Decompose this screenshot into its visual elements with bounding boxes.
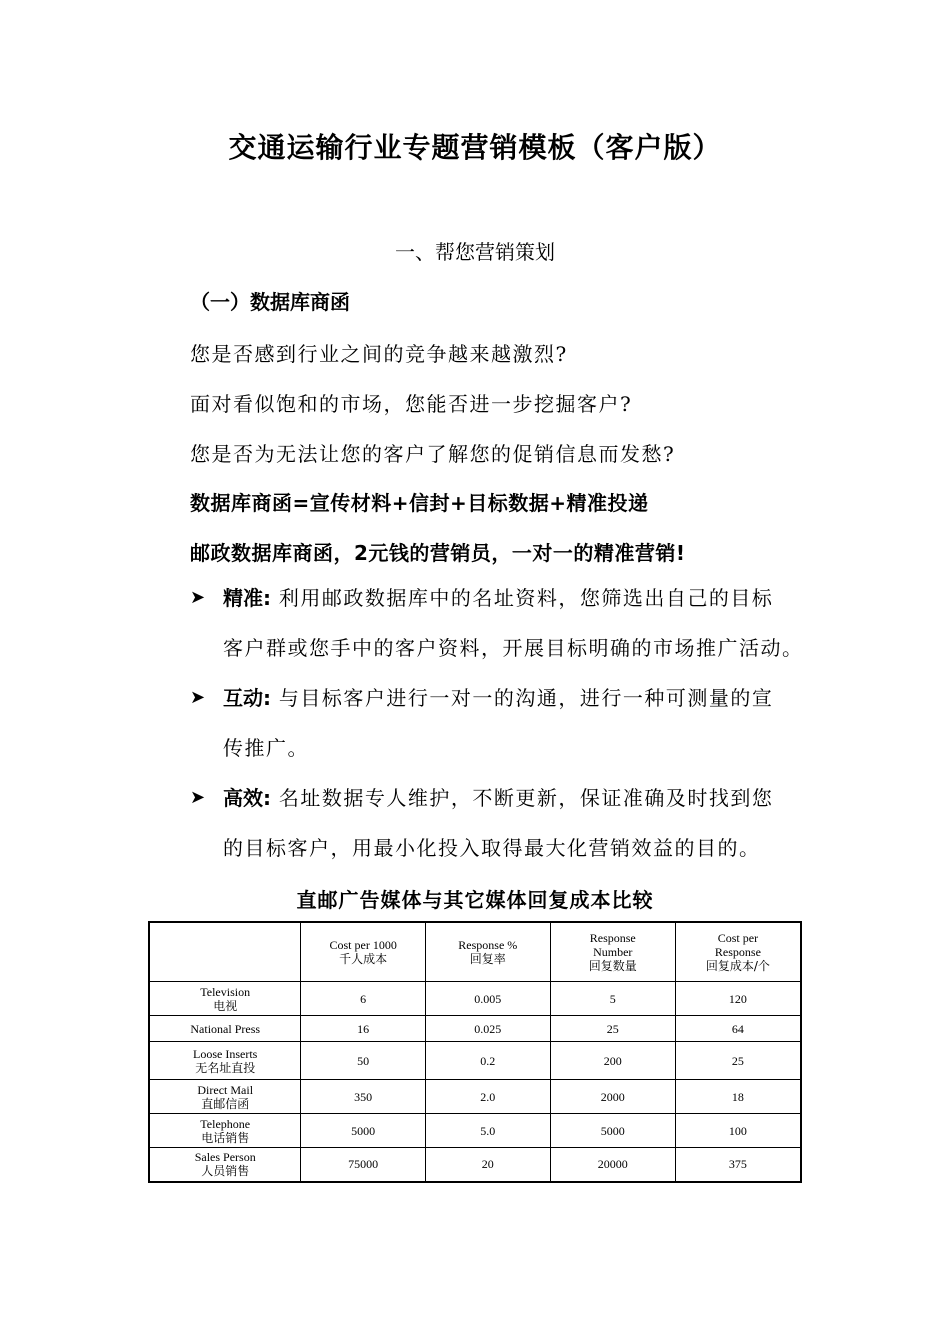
bullet-text xyxy=(223,573,830,673)
subsection-heading: （一）数据库商函 xyxy=(190,290,350,314)
table-cell: 18 xyxy=(675,1080,801,1114)
slogan-text: 邮政数据库商函，2元钱的营销员，一对一的精准营销! xyxy=(190,541,686,565)
table-cell: 20 xyxy=(425,1148,550,1182)
table-cell: 0.005 xyxy=(425,982,550,1016)
header-zh: 回复率 xyxy=(469,952,506,966)
table-header-cell xyxy=(425,922,550,982)
table-cell: 2.0 xyxy=(425,1080,550,1114)
arrow-bullet-icon: ➤ xyxy=(190,587,206,608)
row-label-en: Direct Mail xyxy=(197,1082,254,1097)
table-row xyxy=(149,1016,801,1042)
table-cell: 5.0 xyxy=(425,1114,550,1148)
header-en: Cost per Response xyxy=(714,931,761,959)
table-cell: 25 xyxy=(675,1042,801,1080)
table-cell: 100 xyxy=(675,1114,801,1148)
table-cell: 120 xyxy=(675,982,801,1016)
table-cell: 200 xyxy=(550,1042,675,1080)
table-cell: 350 xyxy=(301,1080,426,1114)
table-cell: 2000 xyxy=(550,1080,675,1114)
table-cell: 375 xyxy=(675,1148,801,1182)
table-cell: 50 xyxy=(301,1042,426,1080)
table-header-corner xyxy=(149,922,301,982)
table-cell: 25 xyxy=(550,1016,675,1042)
table-caption: 直邮广告媒体与其它媒体回复成本比较 xyxy=(296,888,654,912)
row-label-zh: 人员销售 xyxy=(201,1164,250,1179)
row-label-zh: 直邮信函 xyxy=(201,1096,250,1111)
table-cell: 16 xyxy=(301,1016,426,1042)
table-row xyxy=(149,982,801,1016)
table-header-cell xyxy=(301,922,426,982)
table-cell: 6 xyxy=(301,982,426,1016)
bullet-text xyxy=(223,773,830,873)
table-row xyxy=(149,1042,801,1080)
paragraph-question-2: 面对看似饱和的市场，您能否进一步挖掘客户? xyxy=(190,392,633,416)
header-zh: 回复成本/个 xyxy=(705,959,770,973)
table-row xyxy=(149,1080,801,1114)
table-cell: 5000 xyxy=(550,1114,675,1148)
arrow-bullet-icon: ➤ xyxy=(190,687,206,708)
row-label xyxy=(149,1016,301,1042)
bullet-body: 名址数据专人维护，不断更新，保证准确及时找到您 的目标客户，用最小化投入取得最大化营销效益的目的。 xyxy=(223,786,774,860)
row-label-en: Loose Inserts xyxy=(193,1046,258,1061)
bullet-item xyxy=(190,573,830,673)
paragraph-question-1: 您是否感到行业之间的竞争越来越激烈? xyxy=(190,342,568,366)
row-label-en: National Press xyxy=(190,1021,261,1036)
table-cell: 5 xyxy=(550,982,675,1016)
table-header-row xyxy=(149,922,801,982)
paragraph-question-3: 您是否为无法让您的客户了解您的促销信息而发愁? xyxy=(190,442,676,466)
section-heading: 一、帮您营销策划 xyxy=(395,240,555,264)
formula-text: 数据库商函=宣传材料+信封+目标数据+精准投递 xyxy=(190,491,649,515)
row-label xyxy=(149,1080,301,1114)
bullet-body: 与目标客户进行一对一的沟通，进行一种可测量的宣 传推广。 xyxy=(223,686,774,760)
row-label xyxy=(149,1148,301,1182)
bullet-body: 利用邮政数据库中的名址资料，您筛选出自己的目标 客户群或您手中的客户资料，开展目标明确的市场推广活动。 xyxy=(223,586,804,660)
table-row xyxy=(149,1114,801,1148)
row-label-zh: 电话销售 xyxy=(201,1130,250,1145)
header-en: Cost per 1000 xyxy=(329,938,397,952)
table-header-cell xyxy=(550,922,675,982)
header-zh: 千人成本 xyxy=(339,952,388,966)
comparison-table xyxy=(148,921,802,1183)
header-zh: 回复数量 xyxy=(588,959,637,973)
bullet-item xyxy=(190,773,830,873)
bullet-key: 精准: xyxy=(223,586,271,610)
table-cell: 5000 xyxy=(301,1114,426,1148)
bullet-item xyxy=(190,673,830,773)
bullet-text xyxy=(223,673,830,773)
row-label-en: Television xyxy=(200,984,251,999)
document-title: 交通运输行业专题营销模板（客户版） xyxy=(228,131,722,164)
bullet-key: 高效: xyxy=(223,786,271,810)
table-header-cell xyxy=(675,922,801,982)
row-label-zh: 电视 xyxy=(213,998,238,1013)
header-en: Response Number xyxy=(589,931,636,959)
table-cell: 64 xyxy=(675,1016,801,1042)
table-cell: 0.025 xyxy=(425,1016,550,1042)
table-cell: 0.2 xyxy=(425,1042,550,1080)
row-label xyxy=(149,982,301,1016)
row-label-en: Telephone xyxy=(200,1116,251,1131)
table-cell: 75000 xyxy=(301,1148,426,1182)
row-label xyxy=(149,1042,301,1080)
header-en: Response % xyxy=(458,938,518,952)
row-label xyxy=(149,1114,301,1148)
table-row xyxy=(149,1148,801,1182)
row-label-zh: 无名址直投 xyxy=(195,1060,256,1075)
row-label-en: Sales Person xyxy=(194,1150,256,1165)
arrow-bullet-icon: ➤ xyxy=(190,787,206,808)
table-cell: 20000 xyxy=(550,1148,675,1182)
bullet-key: 互动: xyxy=(223,686,271,710)
